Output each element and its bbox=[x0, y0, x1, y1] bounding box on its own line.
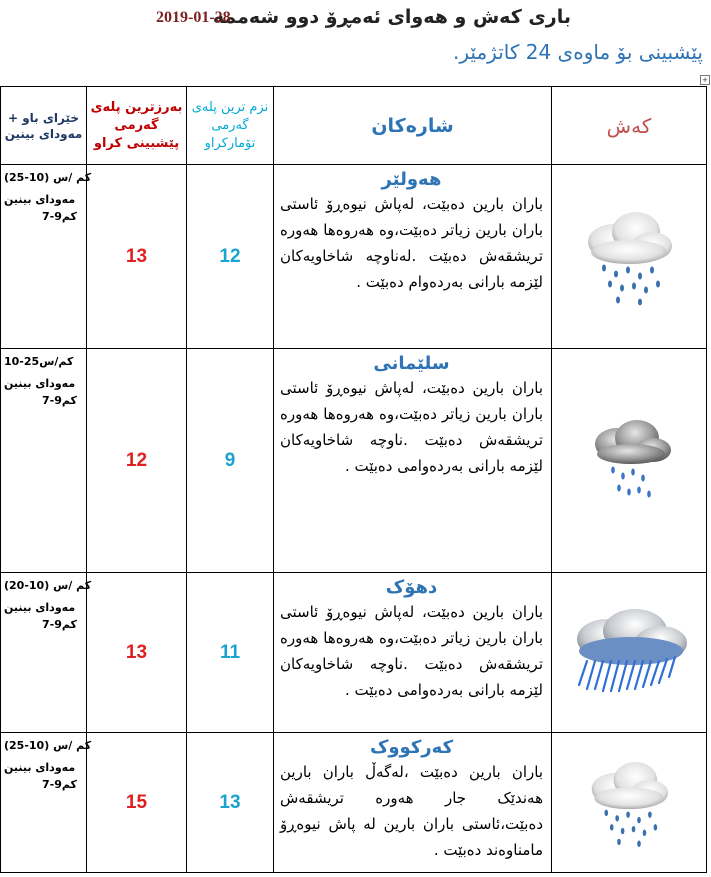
max-temp: 15 bbox=[87, 733, 187, 873]
min-temp: 12 bbox=[187, 165, 274, 349]
dark-cloud-rain-icon bbox=[579, 414, 679, 504]
max-temp: 13 bbox=[87, 165, 187, 349]
header-wind: خێرای باو + مەودای بینین bbox=[1, 87, 87, 165]
header-weather: کەش bbox=[552, 87, 707, 165]
forecast-description: باران بارین دەبێت، لەپاش نیوەڕۆ ئاستی باران بارین زیاتر دەبێت،وە هەروەها هەورە تریشقەش دەبێت .ناوچە شاخاویەکان لێزمە بارانی بەردەوامی دەبێت . bbox=[280, 603, 543, 699]
weather-icon-cell bbox=[552, 573, 707, 733]
visibility-value: 7-9کم bbox=[42, 394, 77, 407]
title-date: 2019-01-28 bbox=[156, 9, 231, 26]
weather-icon-cell bbox=[552, 733, 707, 873]
visibility-label: مەودای بینین bbox=[4, 193, 76, 206]
city-forecast bbox=[274, 165, 552, 349]
weather-icon-cell bbox=[552, 349, 707, 573]
city-forecast bbox=[274, 733, 552, 873]
table-header-row bbox=[1, 87, 707, 165]
heavy-rain-cloud-icon bbox=[561, 599, 697, 703]
table-row bbox=[1, 573, 707, 733]
forecast-subtitle: پێشبینی بۆ ماوەی 24 کاتژمێر. bbox=[453, 40, 703, 64]
visibility-label: مەودای بینین bbox=[4, 377, 76, 390]
max-temp: 12 bbox=[87, 349, 187, 573]
wind-cell bbox=[1, 573, 92, 733]
city-name: کەرکووک bbox=[369, 737, 454, 758]
header-min-temp: نزم ترین پلەی گەرمی تۆمارکراو bbox=[187, 87, 274, 165]
visibility-label: مەودای بینین bbox=[4, 761, 76, 774]
city-name: هەولێر bbox=[381, 169, 442, 190]
cloud-rain-icon bbox=[574, 200, 684, 310]
wind-cell bbox=[1, 349, 87, 573]
table-move-handle-icon[interactable]: + bbox=[700, 75, 710, 85]
city-name: سلێمانی bbox=[373, 353, 450, 374]
title-text: باری کەش و هەوای ئەمڕۆ دوو شەممە bbox=[212, 6, 571, 28]
visibility-label: مەودای بینین bbox=[4, 601, 76, 614]
wind-cell bbox=[1, 733, 92, 873]
max-temp: 13 bbox=[87, 573, 187, 733]
min-temp: 11 bbox=[187, 573, 274, 733]
visibility-value: 7-9کم bbox=[42, 778, 77, 791]
weather-icon-cell bbox=[552, 165, 707, 349]
visibility-value: 7-9کم bbox=[42, 210, 77, 223]
page-title bbox=[0, 6, 711, 36]
forecast-description: باران بارین دەبێت، لەپاش نیوەڕۆ ئاستی باران بارین زیاتر دەبێت،وە هەروەها هەورە تریشقەش دەبێت .ناوچە شاخاویەکان لێزمە بارانی بەردەوامی دەبێت . bbox=[280, 379, 543, 475]
city-name: دهۆک bbox=[385, 577, 438, 598]
header-max-temp: بەرزترین پلەی گەرمی پێشبینی کراو bbox=[87, 87, 187, 165]
min-temp: 9 bbox=[187, 349, 274, 573]
min-temp: 13 bbox=[187, 733, 274, 873]
wind-speed: 10-25کم/س bbox=[4, 355, 74, 368]
forecast-description: باران بارین دەبێت، لەپاش نیوەڕۆ ئاستی باران بارین زیاتر دەبێت،وە هەروەها هەورە تریشقەش دەبێت .لەناوچە شاخاویەکان لێزمە بارانی بەردەوام دەبێت . bbox=[280, 195, 543, 291]
wind-cell bbox=[1, 165, 92, 349]
city-forecast bbox=[274, 573, 552, 733]
wind-speed: (20-10) کم /س bbox=[4, 579, 92, 592]
cloud-rain-icon bbox=[579, 751, 679, 851]
wind-speed: (25-10) کم /س bbox=[4, 171, 92, 184]
header-cities: شارەکان bbox=[274, 87, 552, 165]
forecast-description: باران بارین دەبێت ،لەگەڵ باران بارین هەندێک جار هەورە تریشقەش دەبێت،ئاستی باران بارین لە پاش نیوەڕۆ مامناوەند دەبێت . bbox=[280, 763, 543, 859]
wind-speed: (25-10) کم /س bbox=[4, 739, 92, 752]
city-forecast bbox=[274, 349, 552, 573]
table-row bbox=[1, 165, 707, 349]
visibility-value: 7-9کم bbox=[42, 618, 77, 631]
forecast-table bbox=[0, 86, 707, 873]
table-row bbox=[1, 733, 707, 873]
table-row bbox=[1, 349, 707, 573]
